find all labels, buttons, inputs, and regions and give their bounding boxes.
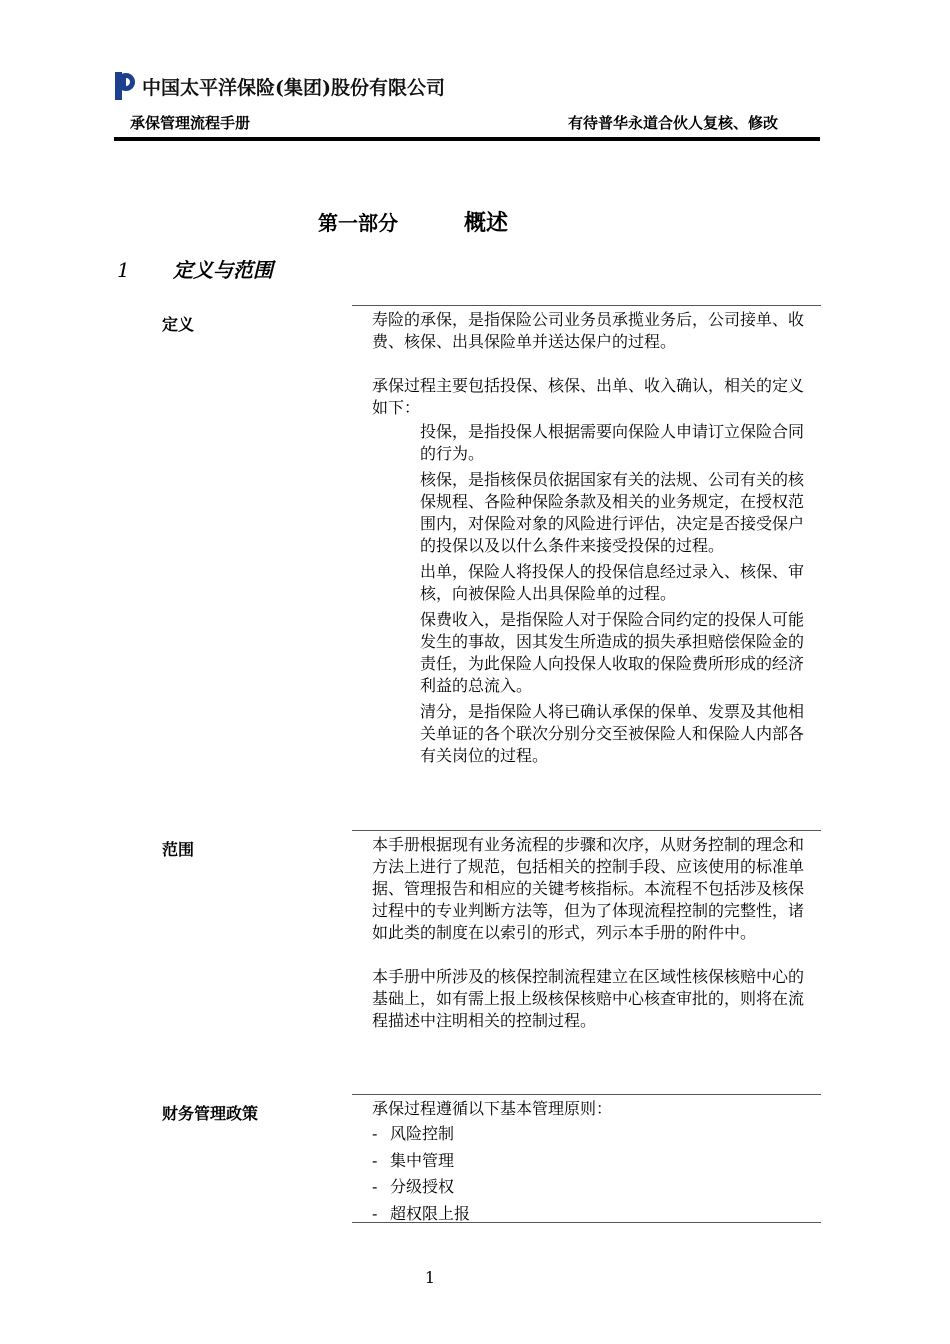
manual-title: 承保管理流程手册: [130, 114, 251, 132]
definition-item: 核保，是指核保员依据国家有关的法规、公司有关的核保规程、各险种保险条款及相关的业务规定，在授权范围内，对保险对象的风险进行评估，决定是否接受保户的投保以及以什么条件来接受投保的过程。: [420, 470, 805, 555]
definition-item: 清分，是指保险人将已确认承保的保单、发票及其他相关单证的各个联次分别分交至被保险人和保险人内部各有关岗位的过程。: [420, 702, 805, 765]
part-title: 概述: [464, 211, 509, 236]
scope-para-1: 本手册根据现有业务流程的步骤和次序，从财务控制的理念和方法上进行了规范，包括相关的控制手段、应该使用的标准单据、管理报告和相应的关键考核指标。本流程不包括涉及核保过程中的专业判断方法等，但为了体现流程控制的完整性，诸如此类的制度在以索引的形式，列示本手册的附件中。: [372, 835, 805, 942]
definition-rule: [352, 305, 821, 306]
definition-label: 定义: [162, 315, 195, 334]
section-number: 1: [117, 258, 130, 282]
policy-body: [372, 1097, 816, 1227]
section-title: 定义与范围: [173, 258, 273, 282]
part-label: 第一部分: [318, 211, 398, 235]
definition-item: 保费收入，是指保险人对于保险合同约定的投保人可能发生的事故，因其发生所造成的损失承担赔偿保险金的责任，为此保险人向投保人收取的保险费所形成的经济利益的总流入。: [420, 610, 805, 695]
header-rule: [114, 137, 820, 141]
review-note: 有待普华永道合伙人复核、修改: [567, 114, 778, 132]
list-item: - 超权限上报: [372, 1203, 471, 1223]
scope-rule: [352, 830, 821, 831]
page-number: 1: [424, 1268, 436, 1287]
policy-intro: 承保过程遵循以下基本管理原则：: [372, 1099, 613, 1118]
definition-item: 投保，是指投保人根据需要向保险人申请订立保险合同的行为。: [420, 422, 805, 463]
part-heading: [318, 206, 508, 237]
policy-rule-bottom: [352, 1222, 821, 1223]
policy-rule-top: [352, 1094, 821, 1095]
scope-para-2: 本手册中所涉及的核保控制流程建立在区域性核保核赔中心的基础上，如有需上报上级核保核赔中心核查审批的，则将在流程描述中注明相关的控制过程。: [372, 967, 805, 1030]
definition-item: 出单，保险人将投保人的投保信息经过录入、核保、审核，向被保险人出具保险单的过程。: [420, 562, 805, 603]
section-heading: [117, 254, 273, 283]
company-logo: [114, 68, 445, 104]
definition-para-2: 承保过程主要包括投保、核保、出单、收入确认，相关的定义如下：: [372, 376, 805, 417]
definition-para-1: 寿险的承保，是指保险公司业务员承揽业务后，公司接单、收费、核保、出具保险单并送达保户的过程。: [372, 310, 805, 351]
list-item: - 分级授权: [372, 1177, 455, 1196]
scope-body: [372, 834, 816, 1054]
definition-list: [420, 421, 816, 767]
cpic-logo-icon: [114, 71, 136, 101]
scope-label: 范围: [162, 840, 195, 859]
logo-text: 中国太平洋保险(集团)股份有限公司: [142, 76, 445, 99]
list-item: - 集中管理: [372, 1150, 455, 1170]
list-item: - 风险控制: [372, 1124, 455, 1143]
policy-label: 财务管理政策: [162, 1104, 259, 1123]
definition-body: [372, 309, 816, 771]
policy-list: [372, 1121, 816, 1227]
